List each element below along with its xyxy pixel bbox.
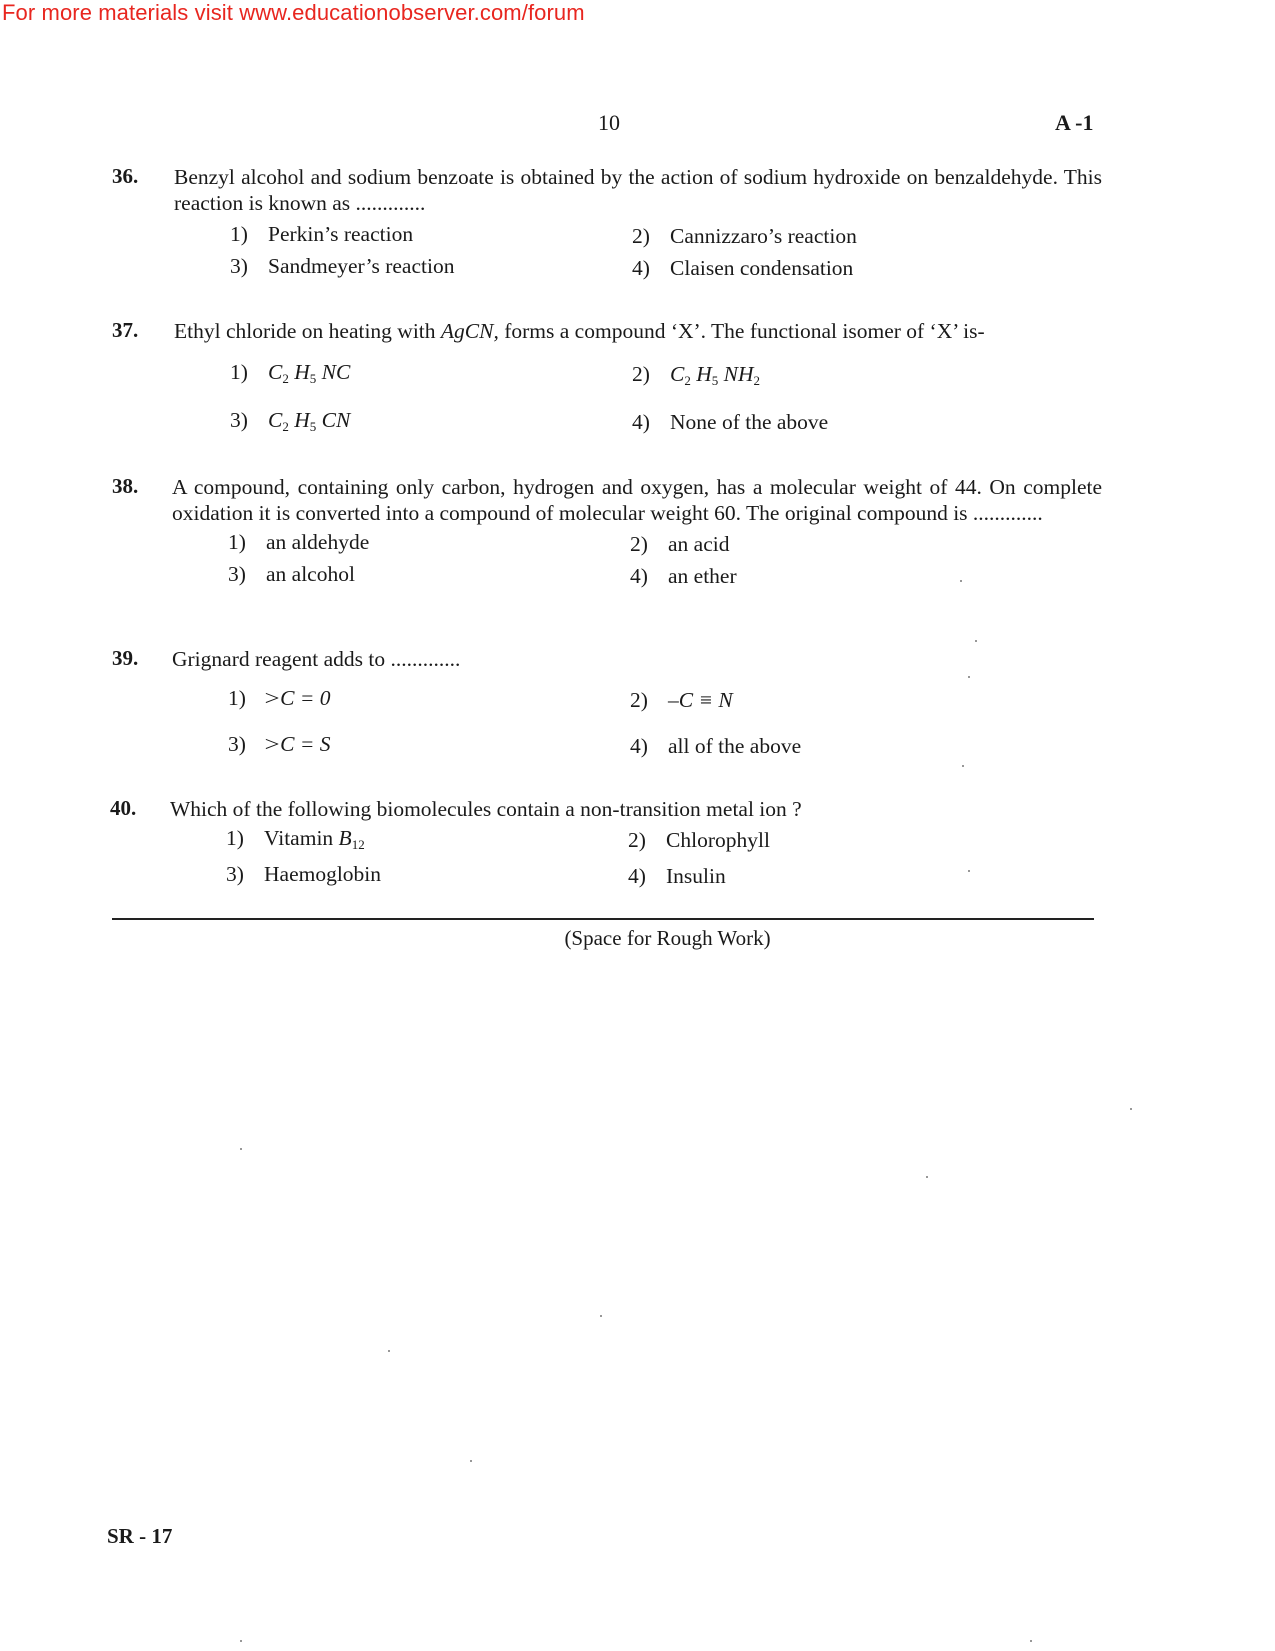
speckle <box>240 1640 242 1642</box>
options <box>230 344 1102 444</box>
option-3[interactable]: 3) Haemoglobin <box>226 862 382 886</box>
question-number: 38. <box>112 474 139 498</box>
page-number: 10 <box>598 110 620 135</box>
speckle <box>926 1176 928 1178</box>
question-37 <box>112 318 1102 444</box>
question-number: 39. <box>112 646 139 670</box>
question-text: Benzyl alcohol and sodium benzoate is obtained by the action of sodium hydroxide on benzaldehyde. This reaction is known as ............. <box>174 165 1102 215</box>
speckle <box>960 580 962 582</box>
speckle <box>1030 1640 1032 1642</box>
carbonyl-bond-icon: > <box>264 686 280 710</box>
option-3[interactable]: 3) Sandmeyer’s reaction <box>230 254 455 278</box>
question-number: 37. <box>112 318 139 342</box>
option-2[interactable]: 2) –C ≡ N <box>630 688 733 712</box>
question-text: Grignard reagent adds to ............. <box>172 647 461 671</box>
watermark-link[interactable]: For more materials visit www.educationobserver.com/forum <box>2 0 585 25</box>
question-number: 36. <box>112 164 139 188</box>
speckle <box>968 870 970 872</box>
option-4[interactable]: 4) an ether <box>630 564 737 588</box>
option-3[interactable]: 3) $C_2$ $H_5$ CN <box>230 408 351 434</box>
speckle <box>600 1315 602 1317</box>
speckle <box>968 676 970 678</box>
option-1[interactable]: 1) Perkin’s reaction <box>230 222 414 246</box>
question-38 <box>112 474 1102 596</box>
option-4[interactable]: 4) Insulin <box>628 864 726 888</box>
speckle <box>470 1460 472 1462</box>
option-2[interactable]: 2) an acid <box>630 532 730 556</box>
option-2[interactable]: 2) $C_2$ $H_5$ $NH_2$ <box>632 362 760 388</box>
option-1[interactable]: 1) an aldehyde <box>228 530 370 554</box>
option-1[interactable]: 1) >C = 0 <box>228 686 331 710</box>
option-2[interactable]: 2) Chlorophyll <box>628 828 770 852</box>
option-2[interactable]: 2) Cannizzaro’s reaction <box>632 224 857 248</box>
options <box>228 526 1102 596</box>
option-1[interactable]: 1) Vitamin $B_{12}$ <box>226 826 365 852</box>
option-4[interactable]: 4) None of the above <box>632 410 829 434</box>
question-36 <box>112 164 1102 286</box>
speckle <box>962 765 964 767</box>
speckle <box>240 1148 242 1150</box>
footer-code: SR - 17 <box>107 1524 173 1548</box>
options <box>228 672 1102 772</box>
options <box>230 216 1102 286</box>
thiocarbonyl-bond-icon: > <box>264 732 280 756</box>
question-text: Which of the following biomolecules contain a non-transition metal ion ? <box>170 797 802 821</box>
speckle <box>1130 1108 1132 1110</box>
rough-work-label: (Space for Rough Work) <box>564 926 771 950</box>
option-1[interactable]: 1) $C_2$ $H_5$ NC <box>230 360 351 386</box>
question-number: 40. <box>110 796 137 820</box>
option-4[interactable]: 4) all of the above <box>630 734 802 758</box>
option-3[interactable]: 3) >C = S <box>228 732 331 756</box>
option-3[interactable]: 3) an alcohol <box>228 562 355 586</box>
divider-rule <box>112 918 1094 920</box>
question-text: Ethyl chloride on heating with AgCN, forms a compound ‘X’. The functional isomer of ‘X’ is- <box>174 319 985 343</box>
speckle <box>388 1350 390 1352</box>
speckle <box>975 640 977 642</box>
question-text: A compound, containing only carbon, hydrogen and oxygen, has a molecular weight of 44. On complete oxidation it is converted into a compound of molecular weight 60. The original compound is ............. <box>172 475 1102 525</box>
paper-code: A -1 <box>1055 110 1094 135</box>
question-40 <box>112 796 1102 892</box>
question-39 <box>112 646 1102 772</box>
option-4[interactable]: 4) Claisen condensation <box>632 256 854 280</box>
options <box>226 822 1102 892</box>
